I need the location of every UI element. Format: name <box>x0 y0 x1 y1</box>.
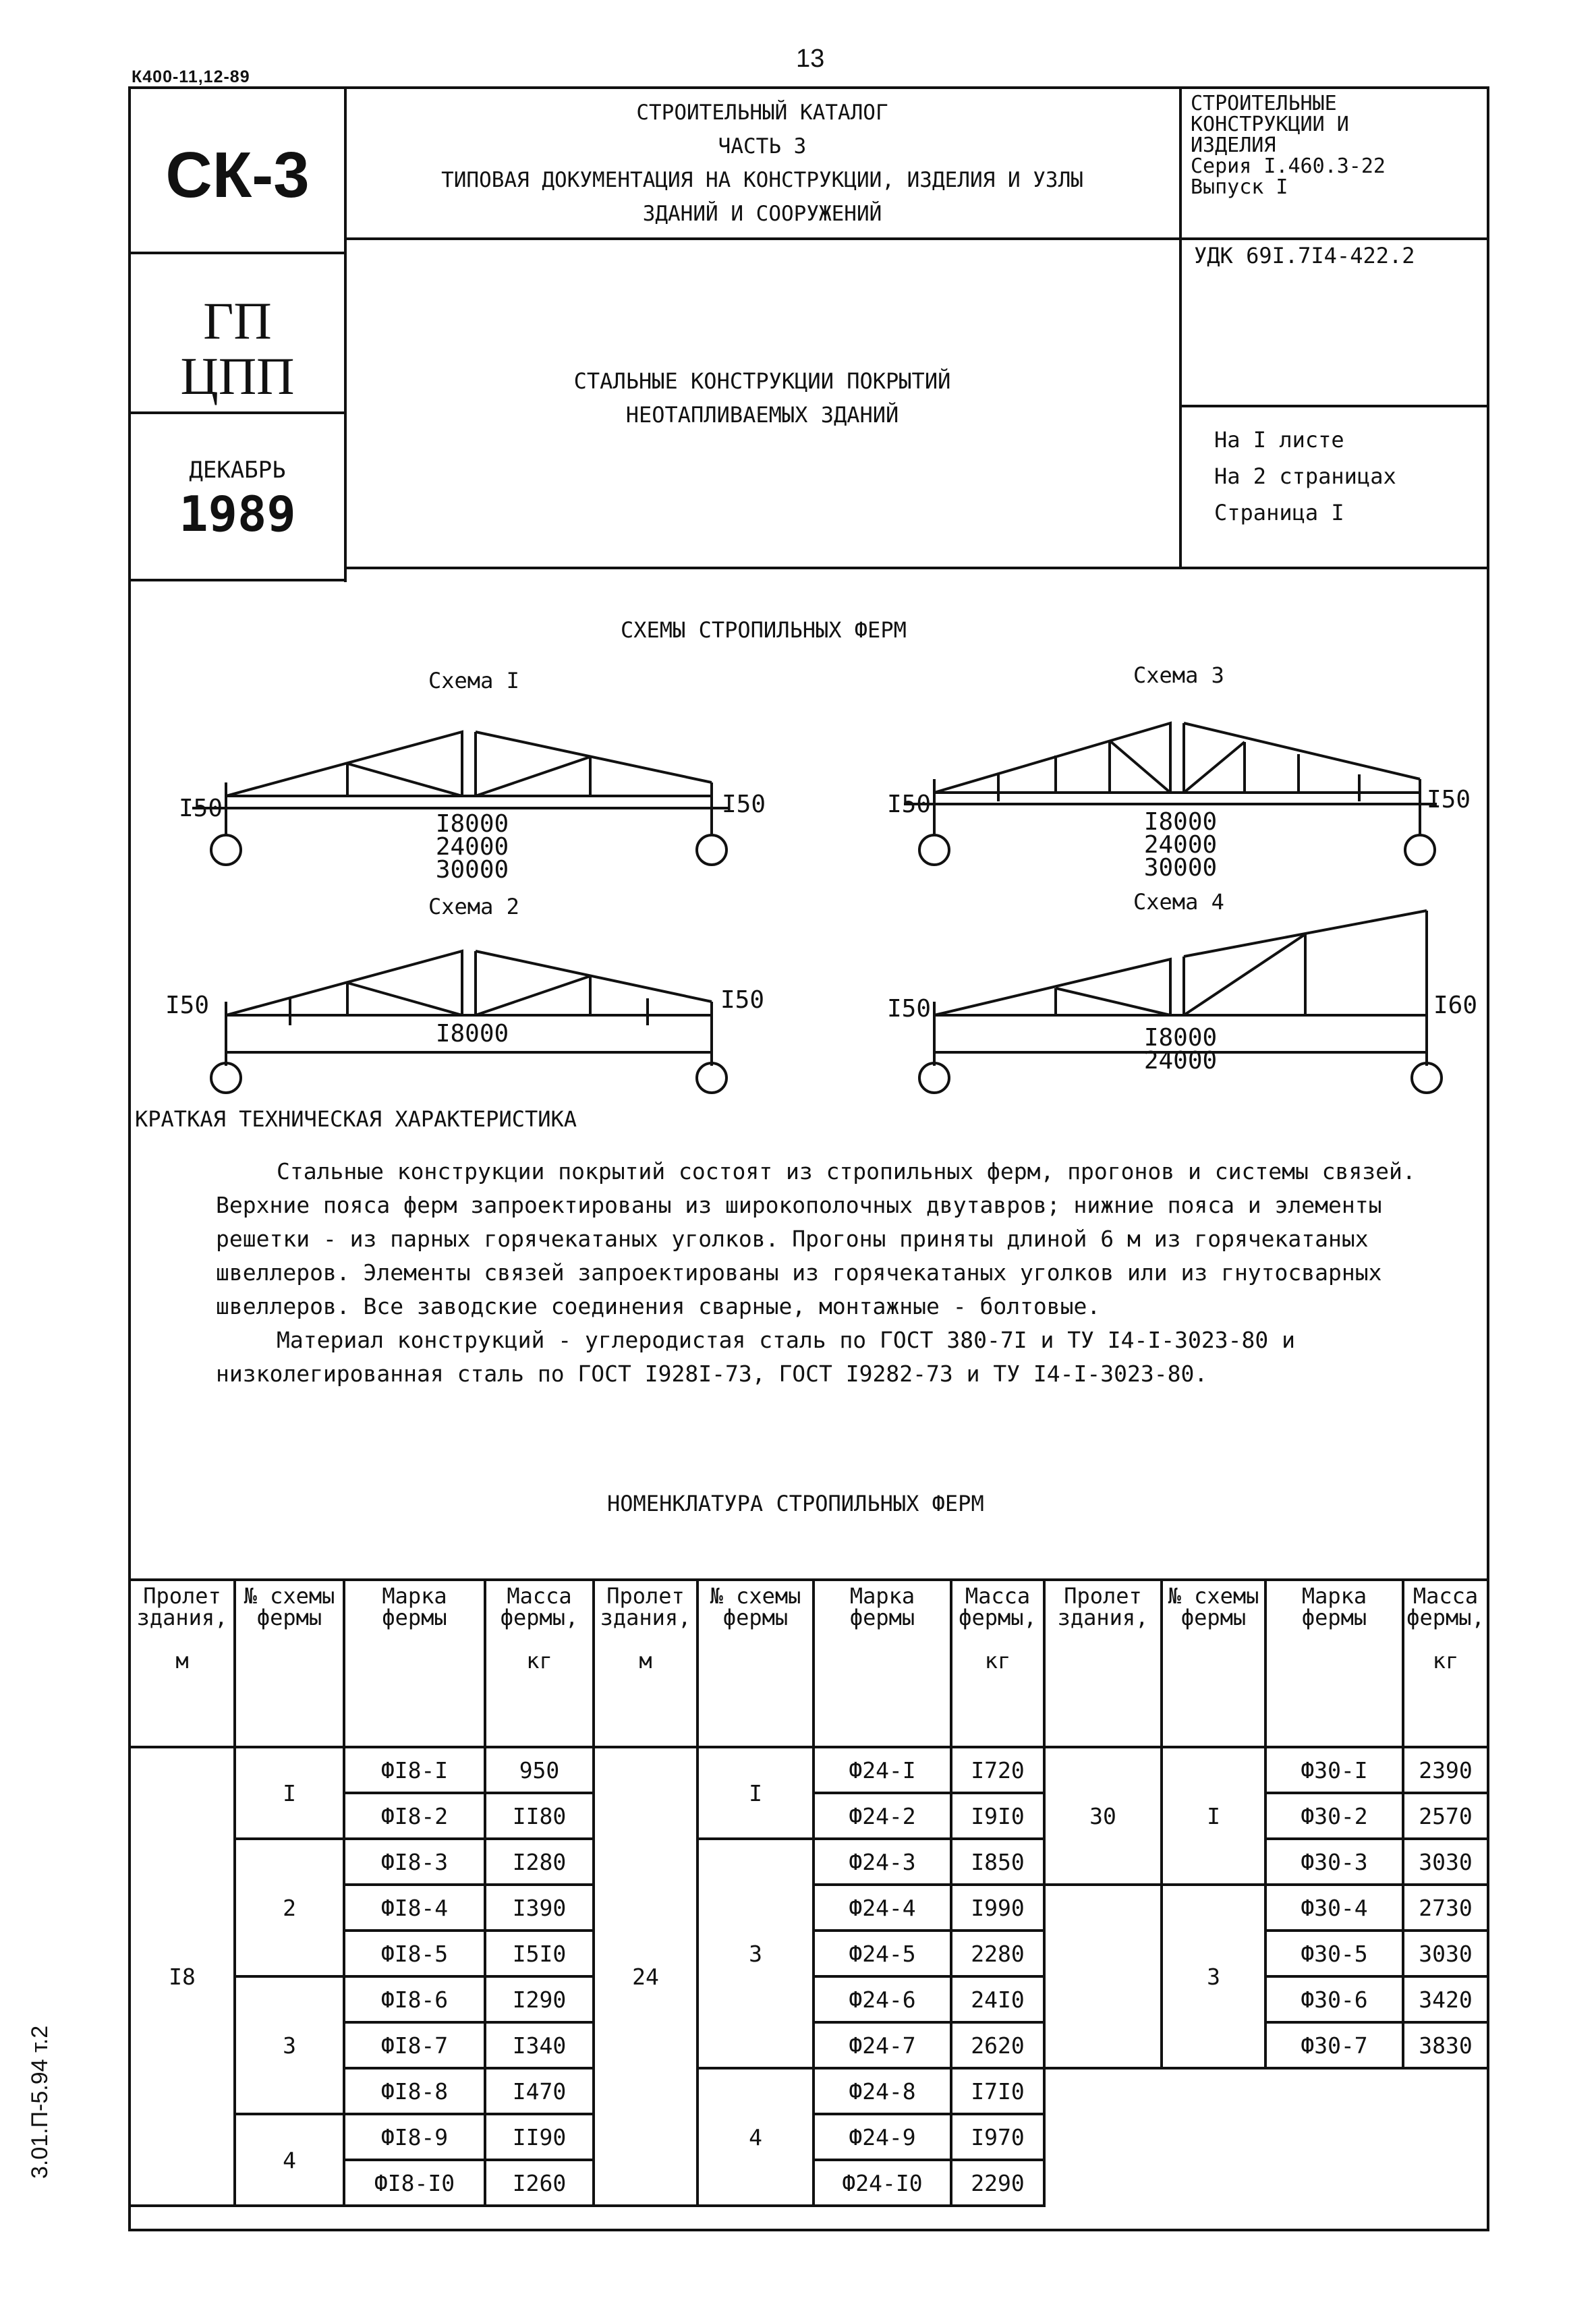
mark-cell: ФI8-9 <box>344 2114 485 2160</box>
nomenclature-title: НОМЕНКЛАТУРА СТРОПИЛЬНЫХ ФЕРМ <box>607 1491 984 1516</box>
mark-cell: Ф24-5 <box>814 1931 951 1976</box>
tech-paragraph-1: Стальные конструкции покрытий состоят из стропильных ферм, прогонов и системы связей. Верхние пояса ферм запроектированы из широкополочных двутавров; нижние пояса и элементы решетки - из парных горячекатаных уголков. Прогоны приняты длиной 6 м из горячекатаных швеллеров. Элементы связей запроектированы из горячекатаных уголков или из гнутосварных швеллеров. Все заводские соединения сварные, монтажные - болтовые. <box>216 1158 1416 1319</box>
mass-cell: 3830 <box>1403 2022 1488 2068</box>
tech-heading: КРАТКАЯ ТЕХНИЧЕСКАЯ ХАРАКТЕРИСТИКА <box>135 1106 577 1132</box>
scheme-4-spans <box>1113 1024 1248 1075</box>
scheme-cell: I <box>1162 1747 1265 1885</box>
mass-cell: 3420 <box>1403 1976 1488 2022</box>
mark-cell: Ф24-6 <box>814 1976 951 2022</box>
col-header-mark: Марка фермы <box>1265 1580 1403 1747</box>
scheme-2-right-dim: I50 <box>720 986 765 1014</box>
mass-cell: I470 <box>485 2068 594 2114</box>
scheme-cell: I <box>235 1747 344 1839</box>
col-header-scheme: № схемы фермы <box>1162 1580 1265 1747</box>
mark-cell: Ф30-7 <box>1265 2022 1403 2068</box>
mark-cell: ФI8-2 <box>344 1793 485 1839</box>
catalog-line: ЗДАНИЙ И СООРУЖЕНИЙ <box>642 202 882 226</box>
series-line: Выпуск I <box>1191 175 1288 199</box>
mark-cell: Ф30-2 <box>1265 1793 1403 1839</box>
scheme-cell: 2 <box>235 1839 344 1976</box>
span-cell-empty <box>1044 1885 1162 2068</box>
mark-cell: Ф24-3 <box>814 1839 951 1885</box>
mass-cell: I720 <box>951 1747 1044 1793</box>
scheme-3-spans <box>1113 808 1248 882</box>
mark-cell: Ф24-7 <box>814 2022 951 2068</box>
span-cell: I8 <box>130 1747 235 2206</box>
col-header-span: Пролет здания, м <box>130 1580 235 1747</box>
catalog-line: ЧАСТЬ 3 <box>718 134 807 159</box>
mass-cell: I340 <box>485 2022 594 2068</box>
col-header-mass: Масса фермы, кг <box>485 1580 594 1747</box>
truss-schemes-drawing <box>128 648 1489 1106</box>
scheme-1-spans <box>405 810 540 884</box>
sheet-line: Страница I <box>1214 500 1344 525</box>
mass-cell: 2620 <box>951 2022 1044 2068</box>
title-line: СТАЛЬНЫЕ КОНСТРУКЦИИ ПОКРЫТИЙ <box>573 368 951 394</box>
mass-cell: I7I0 <box>951 2068 1044 2114</box>
span-dim: 24000 <box>435 833 509 861</box>
mass-cell: 24I0 <box>951 1976 1044 2022</box>
col-header-span: Пролет здания, м <box>594 1580 697 1747</box>
mark-cell: ФI8-5 <box>344 1931 485 1976</box>
scheme-4-label: Схема 4 <box>1133 889 1224 915</box>
mass-cell: I5I0 <box>485 1931 594 1976</box>
side-code: 3.01.П-5.94 т.2 <box>27 2025 53 2179</box>
scheme-1-label: Схема I <box>428 668 519 693</box>
mass-cell: 950 <box>485 1747 594 1793</box>
page-number: 13 <box>796 45 825 73</box>
mass-cell: I970 <box>951 2114 1044 2160</box>
mass-cell: 2570 <box>1403 1793 1488 1839</box>
col-header-span: Пролет здания, <box>1044 1580 1162 1747</box>
catalog-title <box>351 96 1174 231</box>
mark-cell: ФI8-I0 <box>344 2160 485 2206</box>
scheme-cell: 4 <box>235 2114 344 2206</box>
col-header-mass: Масса фермы, кг <box>1403 1580 1488 1747</box>
scheme-cell: 3 <box>697 1839 814 2068</box>
document-title <box>351 364 1174 432</box>
mark-cell: ФI8-I <box>344 1747 485 1793</box>
scheme-3-right-dim: I50 <box>1427 786 1471 813</box>
mark-cell: ФI8-8 <box>344 2068 485 2114</box>
nomenclature-table-24 <box>592 1578 1046 2207</box>
mark-cell: ФI8-6 <box>344 1976 485 2022</box>
span-dim: I8000 <box>1143 808 1218 836</box>
mark-cell: ФI8-4 <box>344 1885 485 1931</box>
mass-cell: I850 <box>951 1839 1044 1885</box>
series-line: КОНСТРУКЦИИ И <box>1191 113 1349 136</box>
mark-cell: Ф30-3 <box>1265 1839 1403 1885</box>
publisher-block <box>132 293 343 404</box>
mark-cell: ФI8-3 <box>344 1839 485 1885</box>
mark-cell: Ф24-I <box>814 1747 951 1793</box>
mark-cell: Ф24-9 <box>814 2114 951 2160</box>
mass-cell: II80 <box>485 1793 594 1839</box>
scheme-2-left-dim: I50 <box>165 992 210 1019</box>
span-dim: 24000 <box>1143 1047 1218 1075</box>
mark-cell: Ф24-I0 <box>814 2160 951 2206</box>
scheme-4-right-dim: I60 <box>1433 992 1478 1019</box>
scheme-2-label: Схема 2 <box>428 894 519 919</box>
mass-cell: I990 <box>951 1885 1044 1931</box>
title-line: НЕОТАПЛИВАЕМЫХ ЗДАНИЙ <box>625 402 899 428</box>
scheme-cell: 3 <box>1162 1885 1265 2068</box>
issue-year: 1989 <box>179 486 296 542</box>
mass-cell: 2280 <box>951 1931 1044 1976</box>
sheet-info <box>1214 422 1396 531</box>
col-header-scheme: № схемы фермы <box>697 1580 814 1747</box>
mass-cell: I260 <box>485 2160 594 2206</box>
mass-cell: I390 <box>485 1885 594 1931</box>
scheme-1-right-dim: I50 <box>722 791 766 818</box>
mass-cell: 2390 <box>1403 1747 1488 1793</box>
sheet-line: На I листе <box>1214 427 1344 453</box>
series-line: ИЗДЕЛИЯ <box>1191 134 1276 157</box>
tech-paragraph-2: Материал конструкций - углеродистая сталь по ГОСТ 380-7I и ТУ I4-I-3023-80 и низколегированная сталь по ГОСТ I928I-73, ГОСТ I9282-73 и ТУ I4-I-3023-80. <box>216 1327 1295 1387</box>
scheme-2-span: I8000 <box>435 1020 509 1048</box>
mass-cell: 2730 <box>1403 1885 1488 1931</box>
series-info <box>1191 93 1487 198</box>
mark-cell: ФI8-7 <box>344 2022 485 2068</box>
mark-cell: Ф30-6 <box>1265 1976 1403 2022</box>
span-cell: 24 <box>594 1747 697 2206</box>
scheme-4-left-dim: I50 <box>887 995 932 1023</box>
sk-code: СК-3 <box>165 139 310 211</box>
scheme-cell: 4 <box>697 2068 814 2206</box>
scheme-cell: 3 <box>235 1976 344 2114</box>
scheme-1-left-dim: I50 <box>179 795 223 822</box>
series-line: СТРОИТЕЛЬНЫЕ <box>1191 92 1337 115</box>
mass-cell: II90 <box>485 2114 594 2160</box>
nomenclature-table-18 <box>128 1578 595 2207</box>
span-cell: 30 <box>1044 1747 1162 1885</box>
scheme-3-label: Схема 3 <box>1133 662 1224 688</box>
col-header-mark: Марка фермы <box>814 1580 951 1747</box>
mass-cell: 3030 <box>1403 1931 1488 1976</box>
publisher-cpp: ЦПП <box>180 346 295 405</box>
mass-cell: I280 <box>485 1839 594 1885</box>
schemes-title: СХЕМЫ СТРОПИЛЬНЫХ ФЕРМ <box>621 617 907 643</box>
series-line: Серия I.460.3-22 <box>1191 154 1386 178</box>
span-dim: 24000 <box>1143 831 1218 859</box>
span-dim: I8000 <box>435 810 509 838</box>
span-dim: 30000 <box>1143 854 1218 882</box>
mark-cell: Ф24-2 <box>814 1793 951 1839</box>
document-code: К400-11,12-89 <box>132 67 250 86</box>
issue-month: ДЕКАБРЬ <box>189 457 286 484</box>
span-dim: I8000 <box>1143 1024 1218 1052</box>
scheme-cell: I <box>697 1747 814 1839</box>
nomenclature-table-30 <box>1043 1578 1489 2069</box>
mass-cell: I9I0 <box>951 1793 1044 1839</box>
mark-cell: Ф30-4 <box>1265 1885 1403 1931</box>
mark-cell: Ф24-8 <box>814 2068 951 2114</box>
mass-cell: I290 <box>485 1976 594 2022</box>
col-header-mass: Масса фермы, кг <box>951 1580 1044 1747</box>
publisher-gp: ГП <box>203 291 272 350</box>
col-header-mark: Марка фермы <box>344 1580 485 1747</box>
catalog-line: ТИПОВАЯ ДОКУМЕНТАЦИЯ НА КОНСТРУКЦИИ, ИЗДЕЛИЯ И УЗЛЫ <box>441 168 1083 192</box>
mass-cell: 3030 <box>1403 1839 1488 1885</box>
catalog-line: СТРОИТЕЛЬНЫЙ КАТАЛОГ <box>636 101 888 125</box>
mass-cell: 2290 <box>951 2160 1044 2206</box>
col-header-scheme: № схемы фермы <box>235 1580 344 1747</box>
sheet-line: На 2 страницах <box>1214 463 1396 489</box>
span-dim: 30000 <box>435 856 509 884</box>
mark-cell: Ф30-I <box>1265 1747 1403 1793</box>
mark-cell: Ф24-4 <box>814 1885 951 1931</box>
scheme-3-left-dim: I50 <box>887 791 932 818</box>
udk-code: УДК 69I.7I4-422.2 <box>1194 243 1415 268</box>
mark-cell: Ф30-5 <box>1265 1931 1403 1976</box>
